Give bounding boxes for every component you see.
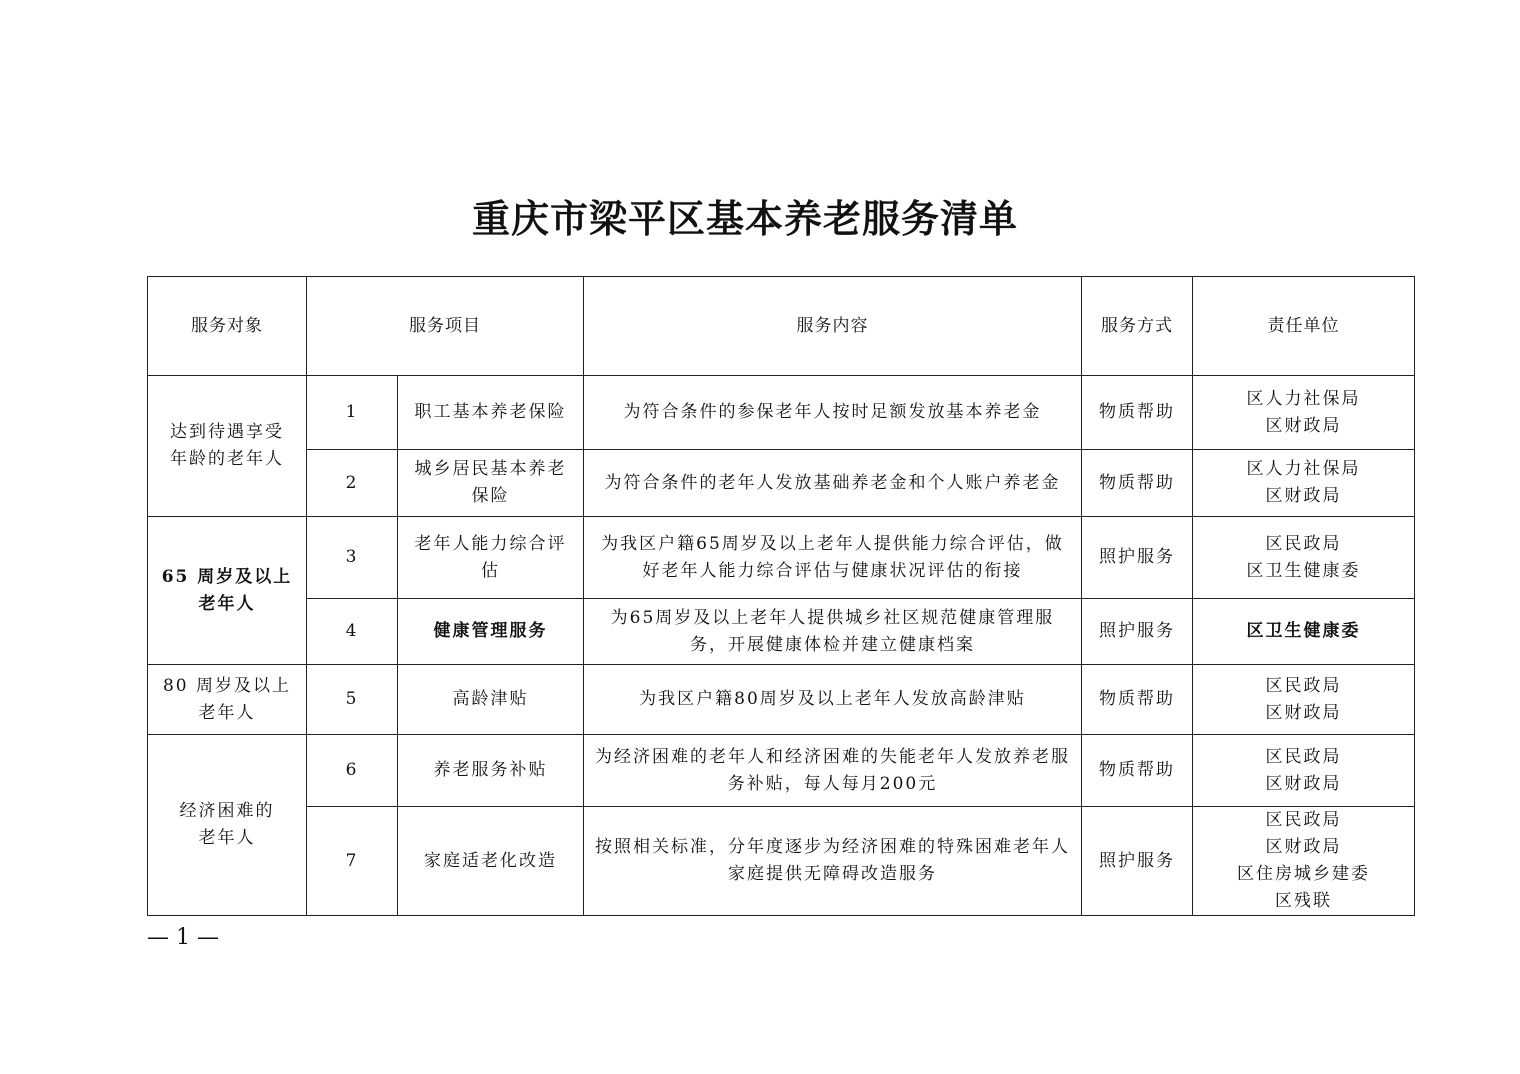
row-number: 5: [307, 665, 398, 735]
header-unit: 责任单位: [1193, 277, 1415, 376]
content-cell: 为我区户籍80周岁及以上老年人发放高龄津贴: [584, 665, 1082, 735]
target-cell: 经济困难的 老年人: [148, 735, 307, 916]
item-cell: 家庭适老化改造: [398, 807, 584, 916]
unit-cell: 区民政局 区卫生健康委: [1193, 517, 1415, 599]
header-content: 服务内容: [584, 277, 1082, 376]
header-method: 服务方式: [1082, 277, 1193, 376]
item-cell: 健康管理服务: [398, 599, 584, 665]
table-row: [148, 517, 1415, 599]
unit-cell: 区民政局 区财政局 区住房城乡建委 区残联: [1193, 807, 1415, 916]
table-row: [148, 450, 1415, 517]
method-cell: 物质帮助: [1082, 376, 1193, 450]
row-number: 6: [307, 735, 398, 807]
unit-cell: 区人力社保局 区财政局: [1193, 450, 1415, 517]
row-number: 7: [307, 807, 398, 916]
row-number: 1: [307, 376, 398, 450]
method-cell: 物质帮助: [1082, 450, 1193, 517]
content-cell: 为我区户籍65周岁及以上老年人提供能力综合评估，做好老年人能力综合评估与健康状况评估的衔接: [584, 517, 1082, 599]
table-row: [148, 807, 1415, 916]
method-cell: 物质帮助: [1082, 735, 1193, 807]
row-number: 3: [307, 517, 398, 599]
target-cell: 80 周岁及以上 老年人: [148, 665, 307, 735]
content-cell: 为65周岁及以上老年人提供城乡社区规范健康管理服务，开展健康体检并建立健康档案: [584, 599, 1082, 665]
service-list-table: [147, 276, 1415, 916]
page-title: 重庆市梁平区基本养老服务清单: [471, 196, 1018, 241]
item-cell: 职工基本养老保险: [398, 376, 584, 450]
table-row: [148, 599, 1415, 665]
item-cell: 养老服务补贴: [398, 735, 584, 807]
unit-cell: 区人力社保局 区财政局: [1193, 376, 1415, 450]
method-cell: 照护服务: [1082, 599, 1193, 665]
table-header-row: [148, 277, 1415, 376]
method-cell: 物质帮助: [1082, 665, 1193, 735]
table-row: [148, 735, 1415, 807]
method-cell: 照护服务: [1082, 517, 1193, 599]
target-cell: 达到待遇享受 年龄的老年人: [148, 376, 307, 517]
row-number: 4: [307, 599, 398, 665]
method-cell: 照护服务: [1082, 807, 1193, 916]
content-cell: 按照相关标准，分年度逐步为经济困难的特殊困难老年人家庭提供无障碍改造服务: [584, 807, 1082, 916]
item-cell: 高龄津贴: [398, 665, 584, 735]
table-row: [148, 665, 1415, 735]
row-number: 2: [307, 450, 398, 517]
content-cell: 为符合条件的参保老年人按时足额发放基本养老金: [584, 376, 1082, 450]
header-target: 服务对象: [148, 277, 307, 376]
unit-cell: 区民政局 区财政局: [1193, 735, 1415, 807]
item-cell: 城乡居民基本养老保险: [398, 450, 584, 517]
page-number: — 1 —: [147, 925, 219, 950]
content-cell: 为符合条件的老年人发放基础养老金和个人账户养老金: [584, 450, 1082, 517]
unit-cell: 区民政局 区财政局: [1193, 665, 1415, 735]
content-cell: 为经济困难的老年人和经济困难的失能老年人发放养老服务补贴，每人每月200元: [584, 735, 1082, 807]
header-item: 服务项目: [307, 277, 584, 376]
table-row: [148, 376, 1415, 450]
unit-cell: 区卫生健康委: [1193, 599, 1415, 665]
target-cell: 65 周岁及以上 老年人: [148, 517, 307, 665]
item-cell: 老年人能力综合评估: [398, 517, 584, 599]
